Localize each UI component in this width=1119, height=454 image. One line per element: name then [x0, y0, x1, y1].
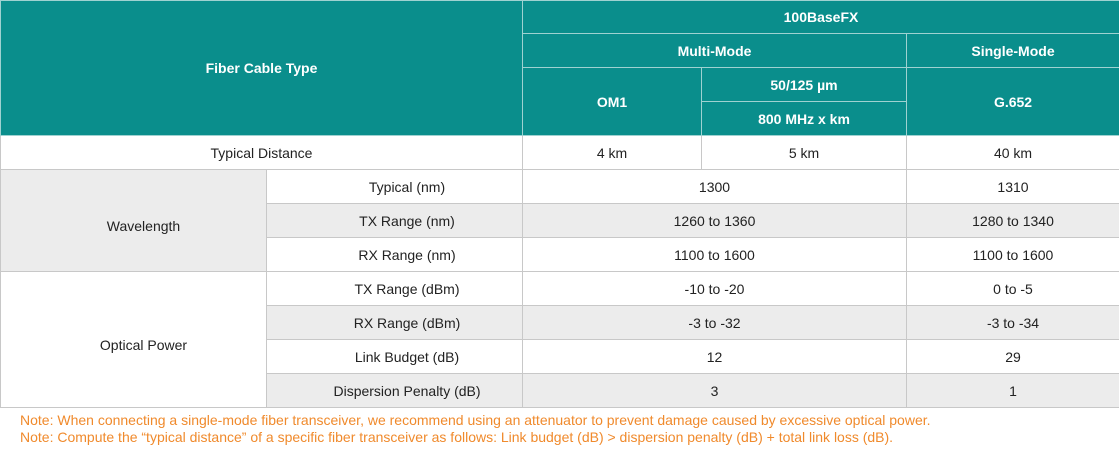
- single-mode-value: 1310: [907, 170, 1119, 204]
- multi-mode-value: 1300: [523, 170, 907, 204]
- single-mode-value: 1280 to 1340: [907, 204, 1119, 238]
- param-label: [267, 238, 523, 272]
- multi-mode-value: 12: [523, 340, 907, 374]
- header-row-standard: [1, 1, 1119, 34]
- typical-distance-row: [1, 136, 1119, 170]
- typical-distance-single: 40 km: [907, 136, 1119, 170]
- param-label-text: TX Range (dBm): [354, 280, 460, 297]
- param-label: [267, 340, 523, 374]
- group-label-text: Optical Power: [99, 337, 188, 353]
- single-mode-value: 0 to -5: [907, 272, 1119, 306]
- optical-power-group-label: [1, 272, 267, 408]
- single-mode-value: 1: [907, 374, 1119, 408]
- om1-header: OM1: [523, 68, 702, 136]
- multi-mode-value: 1260 to 1360: [523, 204, 907, 238]
- typical-distance-om1: 4 km: [523, 136, 702, 170]
- table-row: [1, 272, 1119, 306]
- param-label-text: RX Range (dBm): [353, 314, 461, 331]
- fiber-50-header: 50/125 µm: [702, 68, 907, 102]
- multi-mode-header: Multi-Mode: [523, 34, 907, 68]
- single-mode-header: Single-Mode: [907, 34, 1119, 68]
- param-label: [267, 374, 523, 408]
- typical-distance-label: Typical Distance: [1, 136, 523, 170]
- g652-header: G.652: [907, 68, 1119, 136]
- param-label-text: Typical (nm): [368, 178, 446, 195]
- group-label-text: Wavelength: [106, 218, 181, 234]
- bandwidth-header: 800 MHz x km: [702, 102, 907, 136]
- multi-mode-value: -3 to -32: [523, 306, 907, 340]
- param-label-text: RX Range (nm): [358, 246, 456, 263]
- wavelength-group-label: [1, 170, 267, 272]
- single-mode-value: 1100 to 1600: [907, 238, 1119, 272]
- param-label-text: Dispersion Penalty (dB): [333, 382, 481, 399]
- standard-header: 100BaseFX: [523, 1, 1119, 34]
- param-label: [267, 204, 523, 238]
- param-label-text: Link Budget (dB): [354, 348, 460, 365]
- fiber-cable-type-header: Fiber Cable Type: [1, 1, 523, 136]
- multi-mode-value: -10 to -20: [523, 272, 907, 306]
- multi-mode-value: 3: [523, 374, 907, 408]
- single-mode-value: -3 to -34: [907, 306, 1119, 340]
- notes: [20, 412, 931, 446]
- single-mode-value: 29: [907, 340, 1119, 374]
- table-row: [1, 170, 1119, 204]
- typical-distance-50: 5 km: [702, 136, 907, 170]
- param-label-text: TX Range (nm): [359, 212, 455, 229]
- note-attenuator: Note: When connecting a single-mode fiber transceiver, we recommend using an attenuator to prevent damage caused by excessive optical power.: [20, 412, 931, 428]
- param-label: [267, 306, 523, 340]
- param-label: [267, 170, 523, 204]
- param-label: [267, 272, 523, 306]
- multi-mode-value: 1100 to 1600: [523, 238, 907, 272]
- note-typical-distance: Note: Compute the “typical distance” of a specific fiber transceiver as follows: Link budget (dB) > dispersion penalty (dB) + total link loss (dB).: [20, 429, 894, 445]
